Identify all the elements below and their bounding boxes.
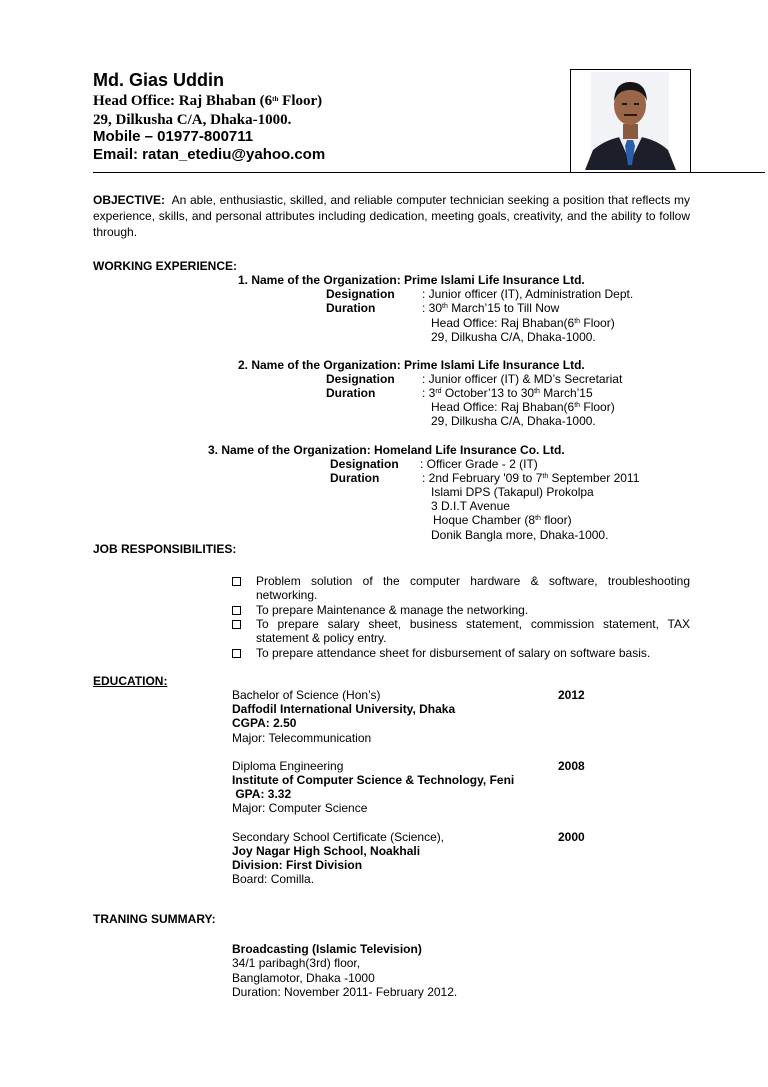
education-3-year: 2000 xyxy=(558,830,585,844)
experience-3-duration: : 2nd February '09 to 7th September 2011 xyxy=(422,471,640,485)
experience-3-address-line3: Hoque Chamber (8th floor) xyxy=(433,513,572,527)
checkbox-bullet-icon xyxy=(232,577,241,586)
training-duration: Duration: November 2011- February 2012. xyxy=(232,985,458,999)
education-2-degree: Diploma Engineering xyxy=(232,759,344,773)
education-3-institution: Joy Nagar High School, Noakhali xyxy=(232,844,421,858)
header-address-line2: 29, Dilkusha C/A, Dhaka-1000. xyxy=(93,112,292,128)
education-1-institution: Daffodil International University, Dhaka xyxy=(232,702,456,716)
education-2-result: GPA: 3.32 xyxy=(232,787,292,801)
checkbox-bullet-icon xyxy=(232,620,241,629)
training-address-line1: 34/1 paribagh(3rd) floor, xyxy=(232,956,361,970)
experience-1-duration: : 30th March’15 to Till Now xyxy=(422,301,560,315)
experience-2-address: Head Office: Raj Bhaban(6th Floor) xyxy=(431,400,615,414)
experience-2-org: 2. Name of the Organization: Prime Islami Life Insurance Ltd. xyxy=(238,358,585,372)
responsibility-item: To prepare attendance sheet for disbursement of salary on software basis. xyxy=(232,646,690,674)
education-1-major: Major: Telecommunication xyxy=(232,731,372,745)
education-3-result: Division: First Division xyxy=(232,858,363,872)
header-email: Email: ratan_etediu@yahoo.com xyxy=(93,146,326,163)
experience-2-duration-label: Duration xyxy=(326,386,376,400)
header-mobile: Mobile – 01977-800711 xyxy=(93,128,254,145)
education-1-result: CGPA: 2.50 xyxy=(232,716,297,730)
experience-3-duration-label: Duration xyxy=(330,471,380,485)
experience-3-address-line2: 3 D.I.T Avenue xyxy=(431,499,510,513)
education-3-board: Board: Comilla. xyxy=(232,872,315,886)
experience-1-duration-label: Duration xyxy=(326,301,376,315)
education-2-year: 2008 xyxy=(558,759,585,773)
responsibility-item: Problem solution of the computer hardware & software, troubleshooting networking. xyxy=(232,574,690,602)
experience-2-address-line2: 29, Dilkusha C/A, Dhaka-1000. xyxy=(431,414,596,428)
experience-1-address-line2: 29, Dilkusha C/A, Dhaka-1000. xyxy=(431,330,596,344)
candidate-name: Md. Gias Uddin xyxy=(93,70,225,90)
training-heading: TRANING SUMMARY: xyxy=(93,912,216,926)
experience-1-address: Head Office: Raj Bhaban(6th Floor) xyxy=(431,316,615,330)
experience-1-designation-label: Designation xyxy=(326,287,395,301)
profile-photo xyxy=(570,69,691,173)
checkbox-bullet-icon xyxy=(232,649,241,658)
experience-3-org: 3. Name of the Organization: Homeland Life Insurance Co. Ltd. xyxy=(208,443,565,457)
responsibility-item: To prepare salary sheet, business statement, commission statement, TAX statement & policy entry. xyxy=(232,617,690,645)
objective-label: OBJECTIVE: xyxy=(93,193,166,207)
working-experience-heading: WORKING EXPERIENCE: xyxy=(93,259,238,273)
header-divider xyxy=(93,172,765,173)
education-1-degree: Bachelor of Science (Hon’s) xyxy=(232,688,381,702)
experience-3-address-line1: Islami DPS (Takapul) Prokolpa xyxy=(431,485,594,499)
objective-paragraph xyxy=(93,192,690,240)
education-2-institution: Institute of Computer Science & Technology, Feni xyxy=(232,773,515,787)
experience-2-designation: : Junior officer (IT) & MD’s Secretariat xyxy=(422,372,623,386)
experience-3-designation-label: Designation xyxy=(330,457,399,471)
education-1-year: 2012 xyxy=(558,688,585,702)
education-heading: EDUCATION: xyxy=(93,674,168,688)
education-3-degree: Secondary School Certificate (Science), xyxy=(232,830,445,844)
objective-text: An able, enthusiastic, skilled, and reliable computer technician seeking a position that reflects my experience, skills, and personal attributes including dedication, meeting goals, creativity, and the ability to follow through. xyxy=(93,193,690,239)
experience-2-designation-label: Designation xyxy=(326,372,395,386)
responsibility-item: To prepare Maintenance & manage the networking. xyxy=(232,603,690,617)
header-address: Head Office: Raj Bhaban (6th Floor) xyxy=(93,93,323,109)
education-2-major: Major: Computer Science xyxy=(232,801,368,815)
job-responsibilities-heading: JOB RESPONSIBILITIES: xyxy=(93,542,237,556)
training-address-line2: Banglamotor, Dhaka -1000 xyxy=(232,971,375,985)
experience-1-designation: : Junior officer (IT), Administration Dept. xyxy=(422,287,634,301)
person-photo-icon xyxy=(571,70,690,172)
checkbox-bullet-icon xyxy=(232,606,241,615)
experience-3-designation: : Officer Grade - 2 (IT) xyxy=(420,457,538,471)
experience-2-duration: : 3rd October’13 to 30th March’15 xyxy=(422,386,593,400)
experience-1-org: 1. Name of the Organization: Prime Islami Life Insurance Ltd. xyxy=(238,273,585,287)
experience-3-address-line4: Donik Bangla more, Dhaka-1000. xyxy=(431,528,609,542)
training-title: Broadcasting (Islamic Television) xyxy=(232,942,422,956)
